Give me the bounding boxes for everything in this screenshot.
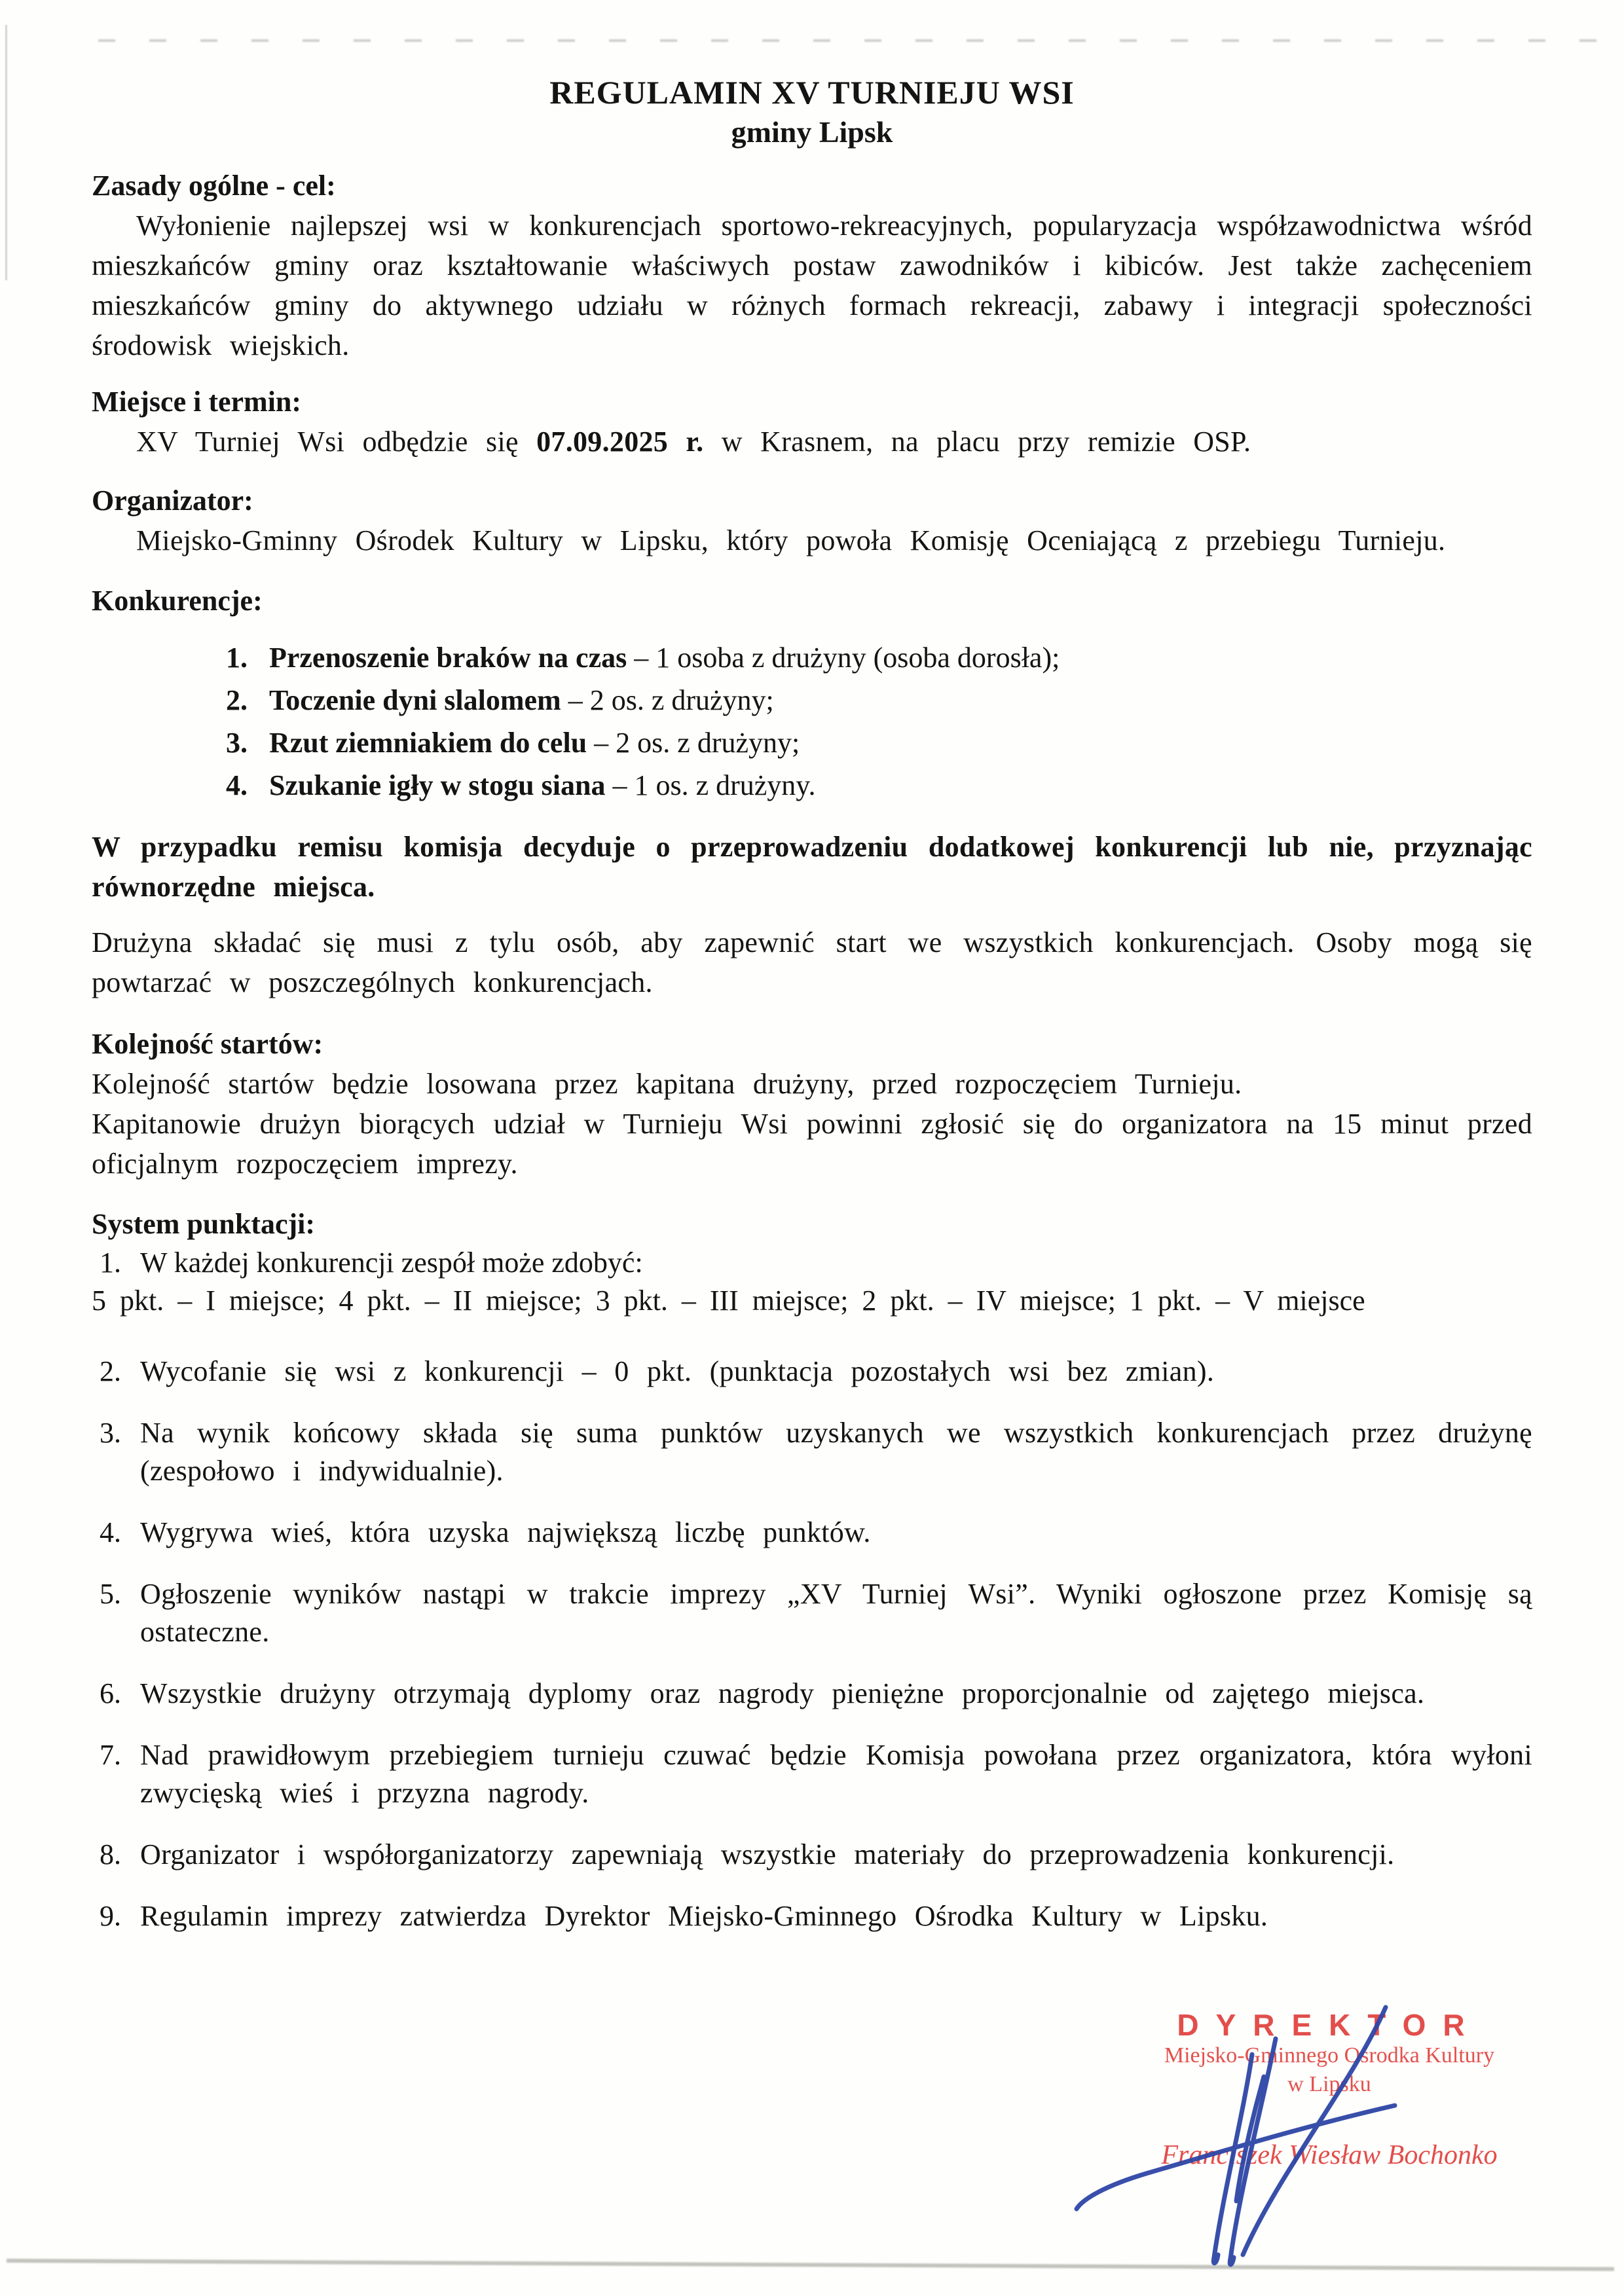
scan-artifact-bottom-line — [7, 2259, 1614, 2271]
list-item-text: Ogłoszenie wyników nastąpi w trakcie imprezy „XV Turniej Wsi”. Wyniki ogłoszone przez Komisję są ostateczne. — [140, 1578, 1532, 1648]
list-item-text: Organizator i współorganizatorzy zapewniają wszystkie materiały do przeprowadzenia konkurencji. — [140, 1838, 1395, 1870]
list-item-text: Nad prawidłowym przebiegiem turnieju czuwać będzie Komisja powołana przez organizatora, która wyłoni zwycięską wieś i przyzna nagrody. — [140, 1739, 1532, 1809]
list-item-number: 2. — [226, 684, 248, 716]
list-item — [100, 1414, 1532, 1490]
section-heading-organizator: Organizator: — [92, 484, 253, 517]
paragraph-remis: W przypadku remisu komisja decyduje o przeprowadzeniu dodatkowej konkurencji lub nie, przyznając równorzędne miejsca. — [92, 831, 1532, 903]
punktacja-list — [92, 1244, 1532, 1935]
list-item-text: Wszystkie drużyny otrzymają dyplomy oraz nagrody pieniężne proporcjonalnie od zajętego miejsca. — [140, 1677, 1425, 1709]
list-item — [100, 1836, 1532, 1874]
list-item-text: Regulamin imprezy zatwierdza Dyrektor Miejsko-Gminnego Ośrodka Kultury w Lipsku. — [140, 1900, 1268, 1932]
miejsce-text-post: w Krasnem, na placu przy remizie OSP. — [703, 426, 1251, 458]
list-item — [100, 1353, 1532, 1391]
list-item-number: 1. — [226, 642, 248, 674]
section-heading-kolejnosc: Kolejność startów: — [92, 1028, 323, 1060]
list-item — [226, 638, 1532, 678]
paragraph-organizator: Miejsko-Gminny Ośrodek Kultury w Lipsku, który powoła Komisję Oceniającą z przebiegu Turnieju. — [136, 524, 1446, 556]
list-item-detail: – 1 osoba z drużyny (osoba dorosła); — [627, 642, 1060, 674]
konkurencje-list — [226, 638, 1532, 806]
miejsce-text-pre: XV Turniej Wsi odbędzie się — [136, 426, 537, 458]
paragraph-kolejnosc-2: Kapitanowie drużyn biorących udział w Turnieju Wsi powinni zgłosić się do organizatora na 15 minut przed oficjalnym rozpoczęciem imprezy. — [92, 1108, 1532, 1180]
list-item-number: 1. — [100, 1247, 121, 1279]
list-item-detail: – 2 os. z drużyny; — [561, 684, 774, 716]
list-item-number: 4. — [100, 1516, 121, 1548]
list-item-number: 6. — [100, 1677, 121, 1709]
section-heading-zasady: Zasady ogólne - cel: — [92, 170, 336, 202]
list-item-number: 7. — [100, 1739, 121, 1771]
list-item — [226, 723, 1532, 763]
stamp-org-line2: w Lipsku — [1287, 2072, 1371, 2096]
list-item-detail: – 2 os. z drużyny; — [587, 727, 800, 759]
points-scale-line: 5 pkt. – I miejsce; 4 pkt. – II miejsce; 3 pkt. – III miejsce; 2 pkt. – IV miejsce; 1 pkt. – V miejsce — [92, 1285, 1365, 1317]
paragraph-druzyna: Drużyna składać się musi z tylu osób, aby zapewnić start we wszystkich konkurencjach. Osoby mogą się powtarzać w poszczególnych konkurencjach. — [92, 926, 1532, 998]
list-item — [100, 1675, 1532, 1713]
list-item-number: 3. — [226, 727, 248, 759]
paragraph-zasady: Wyłonienie najlepszej wsi w konkurencjach sportowo-rekreacyjnych, popularyzacja współzawodnictwa wśród mieszkańców gminy oraz kształtowanie właściwych postaw zawodników i kibiców. Jest także zachęceniem mieszkańców gminy do aktywnego udziału w różnych formach rekreacji, zabawy i integracji społeczności środowisk wiejskich. — [92, 210, 1532, 361]
list-item-number: 3. — [100, 1417, 121, 1449]
list-item-title: Szukanie igły w stogu siana — [269, 769, 606, 801]
section-heading-punktacja: System punktacji: — [92, 1208, 316, 1240]
list-item-detail: – 1 os. z drużyny. — [605, 769, 816, 801]
paragraph-miejsce — [92, 422, 1532, 462]
document-subtitle: gminy Lipsk — [731, 115, 893, 149]
section-heading-konkurencje: Konkurencje: — [92, 585, 263, 617]
list-item — [100, 1897, 1532, 1935]
list-item-text: Wygrywa wieś, która uzyska największą liczbę punktów. — [140, 1516, 871, 1548]
stamp-title: DYREKTOR — [1177, 2008, 1482, 2042]
list-item-number: 5. — [100, 1578, 121, 1610]
director-stamp — [1107, 2009, 1552, 2171]
handwritten-signature — [1067, 1998, 1408, 2273]
list-item — [226, 765, 1532, 806]
paragraph-kolejnosc-1: Kolejność startów będzie losowana przez kapitana drużyny, przed rozpoczęciem Turnieju. — [92, 1068, 1242, 1100]
list-item-number: 9. — [100, 1900, 121, 1932]
list-item-title: Toczenie dyni slalomem — [269, 684, 561, 716]
list-item-title: Rzut ziemniakiem do celu — [269, 727, 587, 759]
list-item-text: Na wynik końcowy składa się suma punktów uzyskanych we wszystkich konkurencjach przez drużynę (zespołowo i indywidualnie). — [140, 1417, 1532, 1487]
list-item-number: 8. — [100, 1838, 121, 1870]
list-item — [100, 1575, 1532, 1651]
list-item — [92, 1244, 1532, 1320]
scan-artifact-top-line — [98, 39, 1604, 42]
document-title: REGULAMIN XV TURNIEJU WSI — [549, 74, 1075, 111]
list-item — [226, 680, 1532, 721]
scan-artifact-left-line — [5, 25, 7, 280]
miejsce-date: 07.09.2025 r. — [536, 426, 704, 458]
list-item — [100, 1736, 1532, 1812]
list-item-text: Wycofanie się wsi z konkurencji – 0 pkt. (punktacja pozostałych wsi bez zmian). — [140, 1355, 1215, 1387]
list-item-text: W każdej konkurencji zespół może zdobyć: — [140, 1247, 643, 1279]
list-item-number: 2. — [100, 1355, 121, 1387]
list-item-title: Przenoszenie braków na czas — [269, 642, 627, 674]
section-heading-miejsce: Miejsce i termin: — [92, 386, 302, 418]
stamp-org-line1: Miejsko-Gminnego Ośrodka Kultury — [1164, 2043, 1495, 2068]
list-item-number: 4. — [226, 769, 248, 801]
stamp-director-name: Franciszek Wiesław Bochonko — [1161, 2140, 1498, 2170]
list-item — [100, 1514, 1532, 1552]
